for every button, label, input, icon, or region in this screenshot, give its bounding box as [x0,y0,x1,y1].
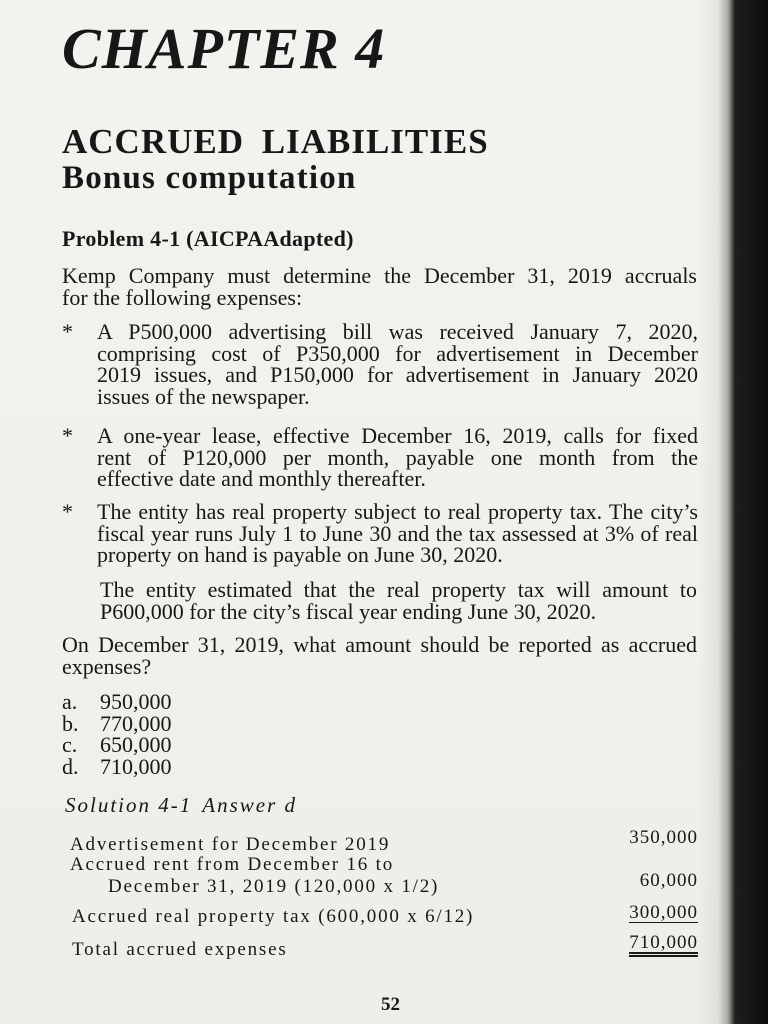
text-line: Kemp Company must determine the December 31, 2019 accruals [62,263,697,288]
bullet-marker: * [62,319,73,344]
row-amount-underlined: 300,000 [629,902,698,923]
solution-heading [65,795,297,816]
choice-letter: d. [62,754,79,780]
row-amount: 60,000 [639,870,698,891]
problem-heading: Problem 4-1 (AICPAAdapted) [62,226,354,251]
chapter-title: CHAPTER 4 [62,16,386,81]
choice-letter: b. [62,710,79,736]
text-line: The entity estimated that the real property tax will amount to [100,577,697,602]
bullet-item-advertising [97,321,698,407]
choice-value: 710,000 [100,754,172,780]
choice-value: 770,000 [100,710,172,736]
choice-b [62,710,262,736]
total-label: Total accrued expenses [72,939,288,960]
answer-choices [62,691,262,778]
row-label: Advertisement for December 2019 [70,834,391,855]
text-line: fiscal year runs July 1 to June 30 and the tax assessed at 3% of real [97,520,698,546]
book-edge-shadow [698,0,768,1024]
subsection-title: Bonus computation [62,160,357,196]
row-label: Accrued rent from December 16 to [70,854,395,875]
note-paragraph [100,579,697,622]
question-text [62,634,697,677]
text-line: expenses? [62,653,152,679]
section-title: ACCRUED LIABILITIES [62,122,489,161]
choice-letter: a. [62,689,78,714]
bullet-item-lease [97,425,698,490]
text-line: A P500,000 advertising bill was received January 7, 2020, [97,319,698,344]
total-amount: 710,000 [629,933,698,957]
choice-letter: c. [62,732,78,758]
bullet-marker: * [62,499,73,524]
choice-a [62,691,262,713]
choice-value: 650,000 [100,732,172,758]
row-label-continued: December 31, 2019 (120,000 x 1/2) [108,876,440,897]
text-line: A one-year lease, effective December 16, 2019, calls for fixed [97,423,698,448]
row-amount: 350,000 [629,827,698,848]
page-number: 52 [381,994,400,1015]
solution-answer: Answer d [202,793,297,817]
text-line: comprising cost of P350,000 for advertisement in December [97,340,698,366]
text-line: rent of P120,000 per month, payable one month from the [97,444,698,470]
choice-d [62,756,262,778]
problem-intro [62,265,697,308]
text-line: P600,000 for the city’s fiscal year ending June 30, 2020. [100,598,597,624]
text-line: The entity has real property subject to real property tax. The city’s [97,499,698,524]
choice-c [62,734,262,756]
text-line: property on hand is payable on June 30, 2020. [97,542,503,568]
text-line: 2019 issues, and P150,000 for advertisement in January 2020 [97,362,698,388]
choice-value: 950,000 [100,689,172,714]
text-line: On December 31, 2019, what amount should be reported as accrued [62,632,697,657]
solution-title: Solution 4-1 [65,793,193,817]
text-line: for the following expenses: [62,284,303,310]
row-label: Accrued real property tax (600,000 x 6/12) [72,906,475,927]
bullet-item-property-tax [97,501,698,566]
bullet-marker: * [62,423,73,448]
text-line: issues of the newspaper. [97,383,310,409]
text-line: effective date and monthly thereafter. [97,466,426,492]
